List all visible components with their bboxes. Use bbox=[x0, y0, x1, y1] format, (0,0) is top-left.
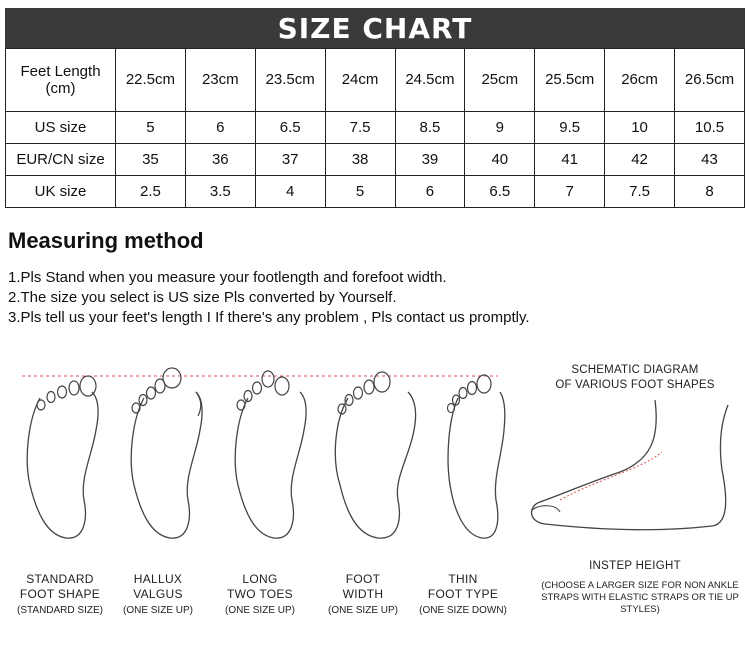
table-row bbox=[6, 49, 745, 112]
instep-height-note: (CHOOSE A LARGER SIZE FOR NON ANKLE STRAPS WITH ELASTIC STRAPS OR TIE UP STYLES) bbox=[541, 580, 739, 615]
table-cell: 8.5 bbox=[395, 111, 465, 143]
table-cell: 24cm bbox=[325, 49, 395, 112]
row-header: EUR/CN size bbox=[6, 143, 116, 175]
foot-caption-line: FOOT TYPE bbox=[427, 587, 499, 601]
foot-caption-line: VALGUS bbox=[133, 587, 183, 601]
instep-guide-line bbox=[560, 452, 662, 500]
schematic-title-line: SCHEMATIC DIAGRAM bbox=[571, 364, 699, 376]
table-cell: 8 bbox=[675, 175, 745, 207]
foot-caption-line: WIDTH bbox=[342, 587, 384, 601]
schematic-diagram-title bbox=[540, 363, 730, 393]
foot-caption-thin-foot bbox=[408, 572, 518, 618]
foot-caption-line: FOOT SHAPE bbox=[19, 587, 101, 601]
row-header: UK size bbox=[6, 175, 116, 207]
size-chart-title: SIZE CHART bbox=[5, 8, 745, 48]
instep-side-foot-icon bbox=[532, 400, 728, 530]
size-chart-table bbox=[5, 48, 745, 208]
table-cell: 5 bbox=[116, 111, 186, 143]
table-cell: 38 bbox=[325, 143, 395, 175]
table-cell: 36 bbox=[185, 143, 255, 175]
table-cell: 6.5 bbox=[255, 111, 325, 143]
table-cell: 7.5 bbox=[325, 111, 395, 143]
table-cell: 39 bbox=[395, 143, 465, 175]
foot-caption-line: TWO TOES bbox=[227, 587, 293, 601]
foot-caption-long-two-toes bbox=[205, 572, 315, 618]
foot-caption-line: HALLUX bbox=[133, 572, 183, 586]
table-cell: 9 bbox=[465, 111, 535, 143]
table-cell: 40 bbox=[465, 143, 535, 175]
table-cell: 24.5cm bbox=[395, 49, 465, 112]
table-cell: 6 bbox=[395, 175, 465, 207]
foot-caption-note: (STANDARD SIZE) bbox=[17, 605, 103, 616]
foot-caption-line: LONG bbox=[242, 572, 278, 586]
foot-caption-note: (ONE SIZE UP) bbox=[224, 605, 295, 616]
table-cell: 23.5cm bbox=[255, 49, 325, 112]
hallux-valgus-foot-icon bbox=[131, 368, 202, 538]
instep-height-label: INSTEP HEIGHT bbox=[589, 560, 681, 572]
foot-caption-foot-width bbox=[308, 572, 418, 618]
table-cell: 5 bbox=[325, 175, 395, 207]
table-cell: 6 bbox=[185, 111, 255, 143]
foot-caption-line: THIN bbox=[448, 572, 478, 586]
row-header: Feet Length (cm) bbox=[6, 49, 116, 112]
schematic-title-line: OF VARIOUS FOOT SHAPES bbox=[555, 379, 715, 391]
table-cell: 41 bbox=[535, 143, 605, 175]
table-cell: 25.5cm bbox=[535, 49, 605, 112]
table-row bbox=[6, 143, 745, 175]
measuring-steps bbox=[8, 268, 530, 328]
table-cell: 7.5 bbox=[605, 175, 675, 207]
table-cell: 7 bbox=[535, 175, 605, 207]
foot-caption-note: (ONE SIZE DOWN) bbox=[419, 605, 507, 616]
foot-caption-line: FOOT bbox=[345, 572, 381, 586]
table-cell: 23cm bbox=[185, 49, 255, 112]
table-cell: 10 bbox=[605, 111, 675, 143]
table-cell: 26.5cm bbox=[675, 49, 745, 112]
table-cell: 9.5 bbox=[535, 111, 605, 143]
foot-width-foot-icon bbox=[335, 372, 415, 538]
foot-caption-hallux-valgus bbox=[103, 572, 213, 618]
table-cell: 4 bbox=[255, 175, 325, 207]
thin-foot-icon bbox=[448, 375, 505, 538]
table-row bbox=[6, 111, 745, 143]
foot-caption-line: STANDARD bbox=[26, 572, 94, 586]
foot-caption-note: (ONE SIZE UP) bbox=[122, 605, 193, 616]
table-cell: 25cm bbox=[465, 49, 535, 112]
table-cell: 43 bbox=[675, 143, 745, 175]
table-cell: 22.5cm bbox=[116, 49, 186, 112]
long-two-toes-foot-icon bbox=[235, 371, 306, 538]
foot-caption-note: (ONE SIZE UP) bbox=[327, 605, 398, 616]
row-header: US size bbox=[6, 111, 116, 143]
table-cell: 6.5 bbox=[465, 175, 535, 207]
table-cell: 35 bbox=[116, 143, 186, 175]
table-cell: 42 bbox=[605, 143, 675, 175]
step-1: 1.Pls Stand when you measure your footlength and forefoot width. bbox=[8, 269, 447, 286]
measuring-method-heading: Measuring method bbox=[8, 228, 204, 253]
table-cell: 26cm bbox=[605, 49, 675, 112]
step-2: 2.The size you select is US size Pls converted by Yourself. bbox=[8, 289, 397, 306]
table-cell: 37 bbox=[255, 143, 325, 175]
table-cell: 10.5 bbox=[675, 111, 745, 143]
step-3: 3.Pls tell us your feet's length I If there's any problem , Pls contact us promptly. bbox=[8, 309, 530, 326]
foot-caption-standard bbox=[5, 572, 115, 618]
table-cell: 2.5 bbox=[116, 175, 186, 207]
table-cell: 3.5 bbox=[185, 175, 255, 207]
table-row bbox=[6, 175, 745, 207]
standard-foot-icon bbox=[27, 376, 98, 538]
